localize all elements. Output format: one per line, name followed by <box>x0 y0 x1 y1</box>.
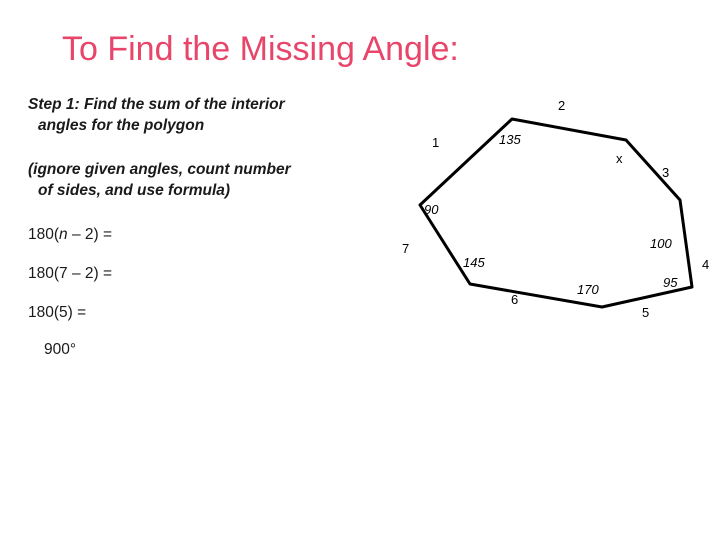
step1-line1: Step 1: Find the sum of the interior <box>28 96 285 113</box>
vertex-label-2: 2 <box>558 98 566 113</box>
vertex-label-5: 5 <box>642 305 650 320</box>
vertex-label-7: 7 <box>402 241 410 256</box>
ignore-line1: (ignore given angles, count number <box>28 161 291 178</box>
vertex-label-4: 4 <box>702 257 710 272</box>
equation-result: 900° <box>44 341 77 358</box>
step1-text <box>28 95 388 137</box>
angle-label-90: 90 <box>424 202 439 217</box>
page-title: To Find the Missing Angle: <box>62 30 459 68</box>
angle-label-95: 95 <box>663 275 678 290</box>
heptagon-outline <box>420 119 692 307</box>
ignore-line2: of sides, and use formula) <box>38 181 231 199</box>
angle-label-145: 145 <box>463 255 485 270</box>
equation-1-prefix: 180( <box>28 226 60 243</box>
angle-label-100: 100 <box>650 236 672 251</box>
step1-line2: angles for the polygon <box>38 116 205 134</box>
angle-label-170: 170 <box>577 282 599 297</box>
equation-1-suffix: – 2) = <box>67 226 113 243</box>
angle-label-135: 135 <box>499 132 521 147</box>
equation-line-3: 180(5) = <box>28 304 87 321</box>
equation-line-1 <box>28 225 388 246</box>
vertex-label-6: 6 <box>511 292 519 307</box>
vertex-label-3: 3 <box>662 165 670 180</box>
equation-line-2: 180(7 – 2) = <box>28 265 113 282</box>
angle-label-x: x <box>616 151 623 166</box>
heptagon-diagram <box>380 85 720 335</box>
vertex-label-1: 1 <box>432 135 440 150</box>
equation-1-variable: n <box>59 226 68 243</box>
ignore-text <box>28 160 388 202</box>
